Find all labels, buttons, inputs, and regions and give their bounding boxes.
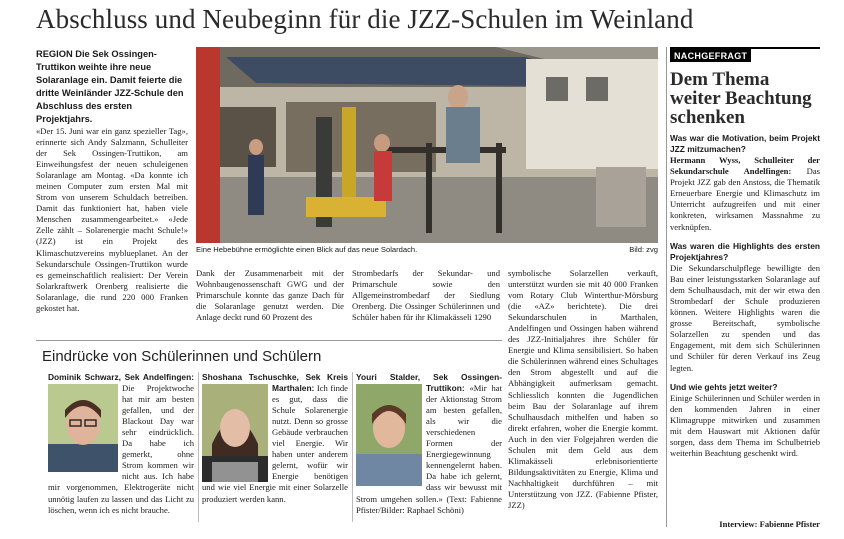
- interview-question-2: Was waren die Highlights des ersten Projektjahres?: [670, 240, 820, 262]
- interview-question-3: Und wie gehts jetzt weiter?: [670, 381, 778, 392]
- interview-signature: Interview: Fabienne Pfister: [719, 519, 820, 529]
- interview-answer-3: Einige Schülerinnen und Schüler werden in den kommenden Jahren in einer Klimagruppe mitwirken und zusammen mit dem Hauswart mit Aktionen dafür sorgen, dass dem Thema im Schulbetrieb weiterhin Beachtung geschenkt wird.: [670, 392, 820, 459]
- sidebar-interview: [670, 133, 820, 459]
- article-column-4: symbolische Solarzellen verkauft, unterstützt wurden sie mit 40 000 Franken vom Rotary Club Winterthur-Mörsburg (die «AZ» berichtete). Die drei Sekundarschulen in Marthalen, Andelfingen und Ossingen haben während des JZZ-Initialjahres ihre Schüler für Energie und Klima sensibilisiert. So haben die Schülerinnen während eines Schultages den Strom abgestellt und auf die Abhängigkeit aufmerksam gemacht. Schliesslich konnten die Jugendlichen beim Bau der Solaranlage auf ihrem Schulhausdach mithelfen und haben so direkt erfahren, woher die Energie kommt. Auch in den vier Folgejahren werden die Schulen mit dem Geld aus dem Klimakässeli erlebnisorientierte Bildungsaktivitäten zu Energie, Klima und Nachhaltigkeit durchführen – mit Unterstützung von JZZ. (Fabienne Pfister, JZZ): [508, 268, 658, 510]
- interview-answer-1: [670, 155, 820, 233]
- article-photo: [196, 47, 658, 243]
- portrait-photo: [48, 384, 118, 472]
- interview-answer-2: Die Sekundarschulpflege bewilligte den Bau einer leistungsstarken Solaranlage auf dem Schulhausdach, mit der wir etwa den Strombedarf der Schule produzieren können. Weitere Highlights waren die grosse Bereitschaft, symbolische Solarzellen zu spenden und das Engagement, mit dem sich Schülerinnen und Schüler für deren Verkauf ins Zeug legten.: [670, 262, 820, 373]
- sidebar-tag-bar: [670, 47, 820, 63]
- portrait-photo: [202, 384, 268, 482]
- impression-name: Shoshana Tschuschke, Sek Kreis Marthalen:: [202, 372, 348, 394]
- sidebar-headline: Dem Thema weiter Beachtung schenken: [670, 69, 812, 128]
- impression-item: [48, 372, 194, 516]
- interview-question-1: Was war die Motivation, beim Projekt JZZ mitzumachen?: [670, 133, 820, 154]
- section-divider: [36, 340, 502, 341]
- impression-text: Die Projektwoche hat mir am besten gefallen, und der Blackout Day war sehr eindrücklich. Da habe ich gemerkt, ohne Strom kommen wir nicht aus. Ich habe mir vorgenommen, Elektrogeräte nicht unnötig laufen zu lassen und das Licht zu löschen, wenn ich es nicht brauche.: [48, 383, 194, 515]
- column-divider: [352, 372, 353, 522]
- sidebar-tag: NACHGEFRAGT: [670, 49, 751, 62]
- impression-text: «Mir hat der Aktionstag Strom am besten gefallen, als wir die verschiedenen Formen der Energiegewinnung kennengelernt haben. Da habe ich gelernt, dass wir bewusst mit Strom umgehen sollen.» (Text: Fabienne Pfister/Bilder: Raphael Schöni): [356, 383, 502, 515]
- sidebar-divider: [666, 47, 667, 527]
- impression-item: [202, 372, 348, 505]
- impressions-headline: Eindrücke von Schülerinnen und Schülern: [42, 348, 322, 365]
- lead-paragraph: REGION Die Sek Ossingen-Truttikon weihte ihre neue Solaranlage ein. Damit feierte die dritte Weinländer JZZ-Schule den Abschluss des ersten Projektjahrs.: [36, 49, 184, 124]
- column-divider: [198, 372, 199, 522]
- article-column-3: Strombedarfs der Sekundar- und Primarschule sowie den Allgemeinstrombedarf der Siedlung Orenberg. Die Ossinger Schülerinnen und Schüler haben für ihr Klimakässeli 1290: [352, 268, 500, 323]
- impression-name: Youri Stalder, Sek Ossingen-Truttikon:: [356, 372, 502, 394]
- photo-caption: Eine Hebebühne ermöglichte einen Blick auf das neue Solardach.: [196, 245, 418, 254]
- portrait-photo: [356, 384, 422, 486]
- article-column-1: «Der 15. Juni war ein ganz spezieller Tag», erinnerte sich Andy Salzmann, Schulleiter der Sek Ossingen-Truttikon, am Einweihungsfest der neuen schuleigenen Solaranlage am Montag. «Da konnte ich meinen Computer zum ersten Mal mit Strom von unserem Schuldach betreiben. Damit das funktioniert hat, haben viele Menschen zusammengearbeitet.» «Jede Zelle zählt – Solarenergie macht Schule!» (JZZ) ist ein Projekt des Klimaschutzvereins myblueplanet. An der Sekundarschule Ossingen-Truttikon wurde es gemeinschaftlich realisiert: Der Verein Solarkraftwerk Orenberg realisierte die Solaranlage, die rund 220 000 Franken gekostet hat.: [36, 126, 188, 313]
- photo-solar-roof-lift: [196, 47, 658, 243]
- impression-item: [356, 372, 502, 516]
- interview-answer-1-text: Das Projekt JZZ gab den Anstoss, die Thematik Erneuerbare Energie und Klimaschutz im Unterricht aufzugreifen und mit einer konkreten, wirksamen Massnahme zu verknüpfen.: [670, 166, 820, 232]
- headline: Abschluss und Neubeginn für die JZZ-Schulen im Weinland: [36, 4, 694, 34]
- impression-name: Dominik Schwarz, Sek Andelfingen:: [48, 372, 194, 382]
- photo-credit: Bild: zvg: [629, 245, 658, 254]
- interviewee-name: Hermann Wyss, Schulleiter der Sekundarschule Andelfingen:: [670, 155, 820, 177]
- article-column-2: Dank der Zusammenarbeit mit der Wohnbaugenossenschaft GWG und der Primarschule konnte das ganze Dach für die Solaranlage genutzt werden. Die Anlage deckt rund 60 Prozent des: [196, 268, 344, 323]
- impression-text: Ich finde es gut, dass die Schule Solarenergie nutzt. Denn so grosse Gebäude verbrauchen viel Energie. Wir haben unter anderem gelernt, wofür wir Energie benötigen und wie viel Energie mit einer Solarzelle produziert werden kann.: [202, 383, 348, 504]
- photo-caption-row: [196, 245, 658, 254]
